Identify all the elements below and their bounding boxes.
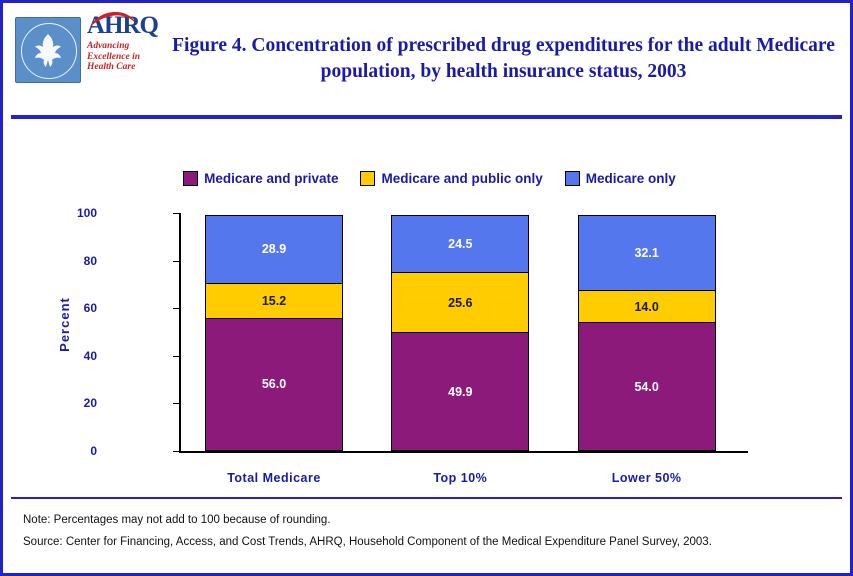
bar-value-label: 32.1 bbox=[634, 245, 659, 260]
legend-swatch-icon bbox=[565, 171, 580, 186]
legend-swatch-icon bbox=[360, 171, 375, 186]
y-axis-tick-mark bbox=[173, 356, 179, 357]
bar-stack[interactable] bbox=[578, 216, 716, 451]
y-axis-line bbox=[179, 213, 181, 453]
y-axis-tick-mark bbox=[173, 451, 179, 452]
footer-source: Source: Center for Financing, Access, and Cost Trends, AHRQ, Household Component of the Medical Expenditure Panel Survey, 2003. bbox=[23, 536, 712, 548]
x-axis-line bbox=[179, 451, 748, 453]
bar-segment[interactable] bbox=[578, 215, 716, 291]
bar-value-label: 54.0 bbox=[634, 379, 659, 394]
bar-segment[interactable] bbox=[391, 215, 529, 273]
footer-note: Note: Percentages may not add to 100 because of rounding. bbox=[23, 514, 331, 526]
bar-value-label: 15.2 bbox=[261, 293, 287, 308]
hhs-seal-icon bbox=[15, 17, 81, 83]
header-divider bbox=[11, 115, 842, 119]
y-axis-tick-label: 100 bbox=[76, 206, 97, 220]
legend-item bbox=[565, 171, 676, 186]
y-axis-title bbox=[55, 199, 73, 449]
bar-segment[interactable] bbox=[205, 215, 343, 284]
x-axis-category-label: Lower 50% bbox=[611, 471, 682, 485]
ahrq-swoosh-icon bbox=[89, 10, 137, 30]
footer-divider bbox=[11, 497, 842, 499]
figure-header bbox=[3, 3, 850, 115]
tagline-line-3: Health Care bbox=[87, 62, 136, 72]
y-axis-title-label: Percent bbox=[56, 296, 72, 352]
ahrq-wordmark bbox=[87, 13, 163, 39]
tagline-line-1: Advancing bbox=[87, 41, 130, 51]
y-axis-tick-label: 0 bbox=[90, 444, 97, 458]
chart-legend bbox=[3, 171, 853, 186]
logo-block bbox=[15, 13, 163, 101]
bar-stack[interactable] bbox=[205, 216, 343, 451]
x-axis-category-label: Top 10% bbox=[433, 471, 488, 485]
bar-segment[interactable] bbox=[391, 332, 529, 451]
bar-value-label: 25.6 bbox=[448, 295, 473, 310]
legend-label: Medicare and public only bbox=[381, 171, 543, 186]
x-axis-category-label: Total Medicare bbox=[227, 471, 321, 485]
legend-item bbox=[360, 171, 542, 186]
y-axis-tick-label: 80 bbox=[83, 253, 97, 268]
chart-plot-area bbox=[76, 206, 748, 485]
hhs-bird-icon bbox=[32, 32, 64, 68]
bar-value-label: 28.9 bbox=[261, 242, 287, 257]
ahrq-logo bbox=[87, 13, 163, 73]
legend-swatch-icon bbox=[183, 171, 198, 186]
bar-value-label: 49.9 bbox=[448, 384, 473, 399]
tagline-line-2: Excellence in bbox=[87, 51, 141, 62]
bar-segment[interactable] bbox=[205, 283, 343, 319]
legend-item bbox=[183, 171, 338, 186]
y-axis-tick-label: 40 bbox=[83, 348, 97, 363]
figure-footer bbox=[23, 509, 833, 553]
bar-segment[interactable] bbox=[391, 272, 529, 333]
figure-title: Figure 4. Concentration of prescribed drug expenditures for the adult Medicare population, by health insurance status, 2003 bbox=[172, 35, 835, 82]
bar-stack[interactable] bbox=[391, 216, 529, 451]
legend-label: Medicare only bbox=[585, 171, 676, 186]
y-axis-tick-mark bbox=[173, 213, 179, 214]
bar-value-label: 14.0 bbox=[634, 299, 659, 314]
y-axis-tick-label: 60 bbox=[83, 301, 97, 316]
y-axis-tick-mark bbox=[173, 261, 179, 262]
bar-value-label: 24.5 bbox=[448, 237, 473, 252]
bar-value-label: 56.0 bbox=[261, 377, 287, 392]
bar-segment[interactable] bbox=[578, 290, 716, 323]
ahrq-tagline bbox=[87, 41, 163, 73]
y-axis-tick-mark bbox=[173, 308, 179, 309]
bar-segment[interactable] bbox=[205, 318, 343, 451]
legend-label: Medicare and private bbox=[204, 171, 339, 186]
y-axis-tick-mark bbox=[173, 403, 179, 404]
bar-segment[interactable] bbox=[578, 322, 716, 451]
y-axis-tick-label: 20 bbox=[83, 396, 97, 411]
ahrq-letters: AHRQ bbox=[87, 12, 158, 39]
